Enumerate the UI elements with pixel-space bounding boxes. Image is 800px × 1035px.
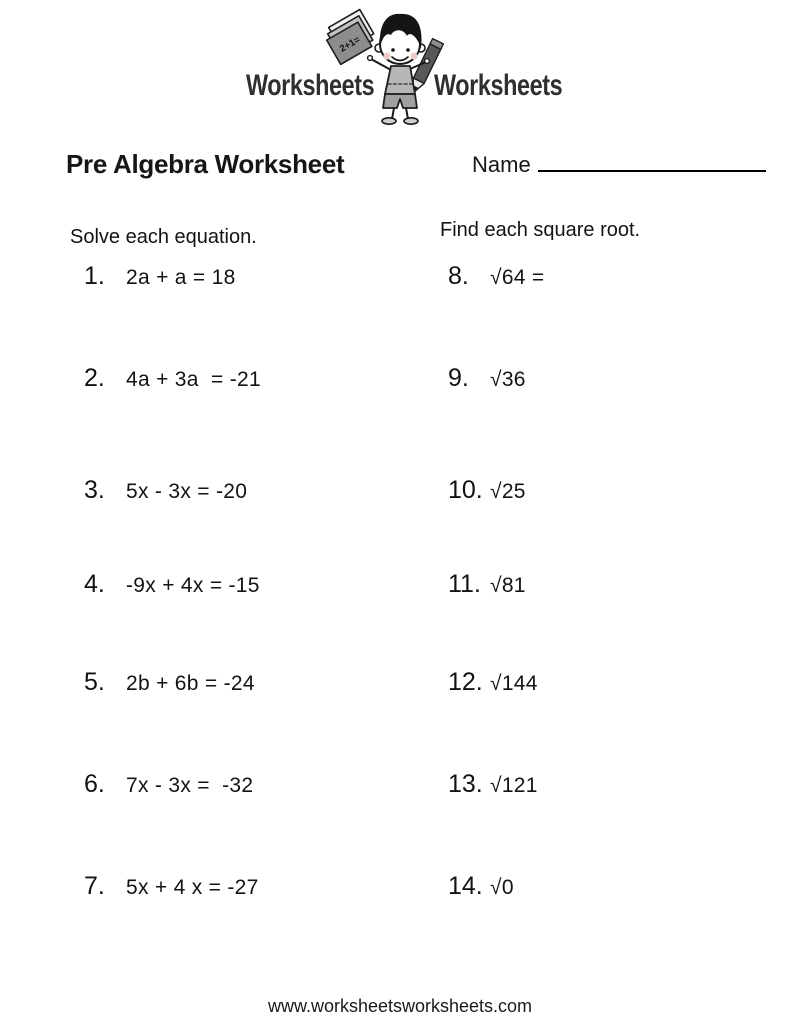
problem-1 xyxy=(84,262,236,291)
problem-10 xyxy=(448,476,526,505)
problem-expression: √36 xyxy=(490,368,526,391)
problem-expression: -9x + 4x = -15 xyxy=(126,574,260,597)
problem-expression: 5x + 4 x = -27 xyxy=(126,876,259,899)
problem-number: 9. xyxy=(448,364,469,392)
problem-number: 14. xyxy=(448,872,483,900)
logo-text-right: Worksheets xyxy=(434,68,562,102)
instruction-solve-equations: Solve each equation. xyxy=(70,226,257,248)
instruction-square-roots: Find each square root. xyxy=(440,219,641,241)
problem-3 xyxy=(84,476,247,505)
problem-number: 13. xyxy=(448,770,483,798)
problem-number: 7. xyxy=(84,872,105,900)
problem-number: 2. xyxy=(84,364,105,392)
problem-6 xyxy=(84,770,253,799)
problem-number: 12. xyxy=(448,668,483,696)
logo-text-left: Worksheets xyxy=(246,68,375,102)
problem-expression: √0 xyxy=(490,876,514,899)
problem-number: 3. xyxy=(84,476,105,504)
problem-expression: √81 xyxy=(490,574,526,597)
problem-11 xyxy=(448,570,526,599)
flashcard-text: 2+1= xyxy=(337,34,363,55)
problem-12 xyxy=(448,668,538,697)
problem-number: 1. xyxy=(84,262,105,290)
problem-5 xyxy=(84,668,255,697)
kid-shorts xyxy=(383,94,417,108)
footer-url: www.worksheetsworksheets.com xyxy=(267,996,533,1016)
problem-expression: 4a + 3a = -21 xyxy=(126,368,261,391)
problem-expression: √25 xyxy=(490,480,526,503)
problem-2 xyxy=(84,364,261,393)
problem-number: 5. xyxy=(84,668,105,696)
page-title: Pre Algebra Worksheet xyxy=(66,149,345,179)
name-row xyxy=(472,147,766,178)
kid-shirt xyxy=(385,66,415,94)
problem-number: 4. xyxy=(84,570,105,598)
name-label: Name xyxy=(472,152,531,177)
problem-14 xyxy=(448,872,514,901)
problem-expression: 5x - 3x = -20 xyxy=(126,480,248,503)
problem-number: 10. xyxy=(448,476,483,504)
problem-number: 6. xyxy=(84,770,105,798)
problem-expression: 2b + 6b = -24 xyxy=(126,672,255,695)
problem-expression: 7x - 3x = -32 xyxy=(126,774,254,797)
problem-number: 8. xyxy=(448,262,469,290)
kid-illustration xyxy=(322,9,444,124)
problem-number: 11. xyxy=(448,570,481,598)
problem-8 xyxy=(448,262,544,291)
problem-expression: √144 xyxy=(490,672,538,695)
name-blank-line xyxy=(538,147,766,172)
problem-expression: √64 = xyxy=(490,266,545,289)
problem-13 xyxy=(448,770,538,799)
problem-expression: √121 xyxy=(490,774,538,797)
logo xyxy=(238,6,562,130)
problem-4 xyxy=(84,570,260,599)
problem-expression: 2a + a = 18 xyxy=(126,266,236,289)
problem-7 xyxy=(84,872,259,901)
problem-9 xyxy=(448,364,526,393)
logo-graphic xyxy=(238,6,562,130)
